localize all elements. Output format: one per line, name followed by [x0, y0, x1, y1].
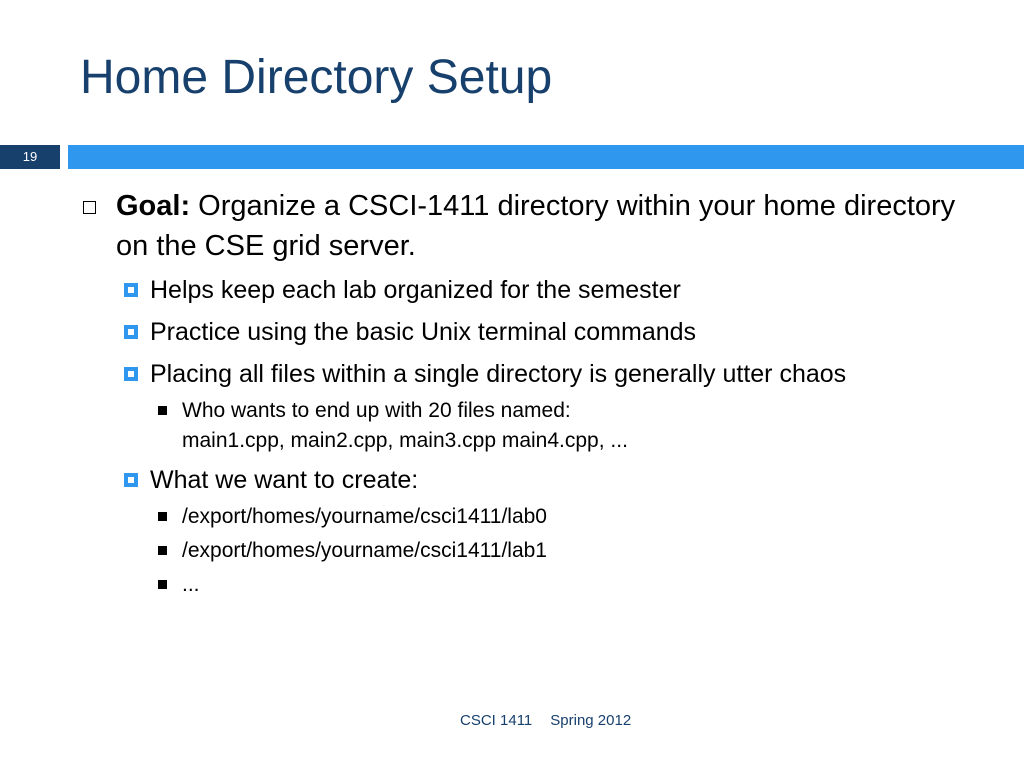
bullet-goal [80, 186, 980, 266]
footer-course: CSCI 1411 [460, 712, 533, 729]
sub-sub-bullet-text: main1.cpp, main2.cpp, main3.cpp main4.cpp, ... [182, 429, 628, 452]
goal-label: Goal: [116, 190, 191, 222]
blue-square-bullet-icon [124, 473, 138, 487]
sub-bullet [80, 356, 980, 392]
title-rule [68, 145, 1024, 169]
sub-sub-bullet-text: /export/homes/yourname/csci1411/lab1 [182, 539, 547, 562]
black-square-bullet-icon [158, 406, 167, 415]
sub-bullet-text: Placing all files within a single directory is generally utter chaos [150, 360, 847, 388]
sub-sub-bullet [80, 396, 980, 456]
sub-sub-bullet-text: ... [182, 573, 200, 596]
sub-bullet [80, 462, 980, 498]
sub-bullet [80, 314, 980, 350]
sub-sub-bullet [80, 536, 980, 566]
sub-bullet-text: What we want to create: [150, 466, 419, 494]
black-square-bullet-icon [158, 512, 167, 521]
hollow-square-bullet-icon [83, 201, 96, 214]
black-square-bullet-icon [158, 546, 167, 555]
footer-term: Spring 2012 [550, 712, 632, 729]
sub-bullet-text: Practice using the basic Unix terminal commands [150, 318, 697, 346]
sub-sub-bullet-text: /export/homes/yourname/csci1411/lab0 [182, 505, 547, 528]
sub-sub-bullet [80, 502, 980, 532]
slide-title: Home Directory Setup [80, 51, 553, 104]
sub-bullet [80, 272, 980, 308]
sub-bullet-text: Helps keep each lab organized for the semester [150, 276, 681, 304]
slide-content [80, 186, 980, 600]
blue-square-bullet-icon [124, 367, 138, 381]
black-square-bullet-icon [158, 580, 167, 589]
sub-sub-bullet-text: Who wants to end up with 20 files named: [182, 399, 571, 422]
slide-footer [460, 712, 631, 729]
goal-text: Organize a CSCI-1411 directory within your home directory on the CSE grid server. [116, 190, 956, 262]
slide-number: 19 [0, 145, 60, 169]
blue-square-bullet-icon [124, 325, 138, 339]
sub-sub-bullet [80, 570, 980, 600]
blue-square-bullet-icon [124, 283, 138, 297]
